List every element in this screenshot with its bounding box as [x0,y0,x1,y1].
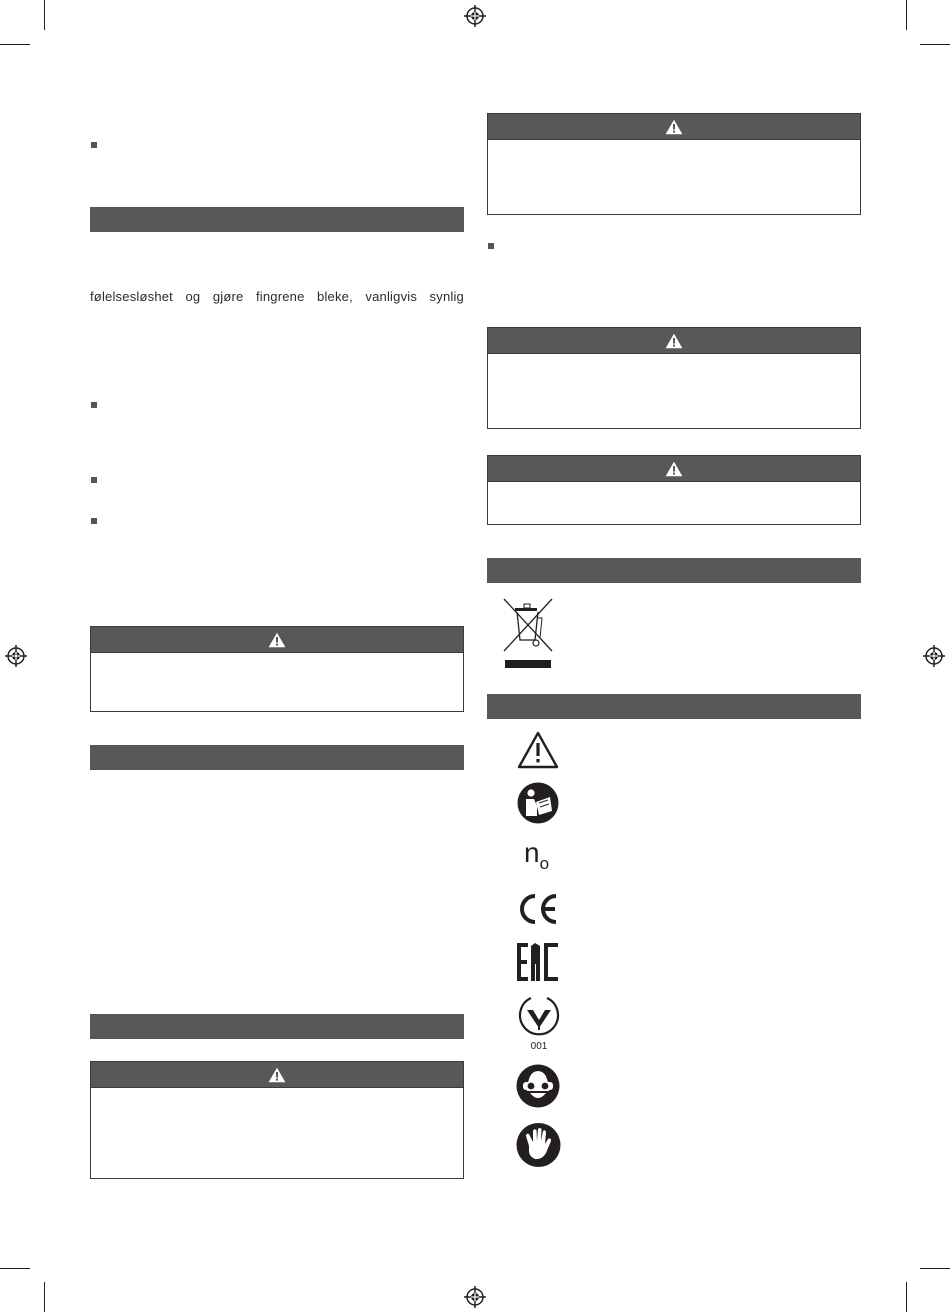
warning-triangle-icon [665,333,683,349]
warning-triangle-icon [517,731,559,769]
ce-mark-icon [516,892,560,926]
registration-crosshair-icon [923,645,945,667]
crop-mark [0,44,30,45]
ukrainian-conformity-icon [517,994,561,1050]
crossed-out-wheelie-bin-icon [500,596,556,672]
warning-box [487,455,861,525]
crop-mark [44,1282,45,1312]
crop-mark [0,1268,30,1269]
warning-header [488,456,860,482]
list-bullet [91,518,97,524]
warning-triangle-icon [268,1067,286,1083]
crop-mark [920,44,950,45]
warning-box [90,626,464,712]
no-load-speed-subscript: o [539,854,550,873]
warning-header [488,114,860,140]
crop-mark [44,0,45,30]
list-bullet [91,477,97,483]
body-text-line: følelsesløshet og gjøre fingrene bleke, vanligvis synlig [90,289,464,304]
registration-crosshair-icon [464,5,486,27]
warning-box [487,327,861,429]
warning-header [488,328,860,354]
warning-triangle-icon [665,461,683,477]
wear-gloves-icon [516,1122,561,1168]
crop-mark [906,1282,907,1312]
warning-header [91,1062,463,1088]
list-bullet [91,402,97,408]
section-header-bar [487,694,861,719]
registration-crosshair-icon [5,645,27,667]
read-manual-icon [517,782,559,824]
warning-box [487,113,861,215]
warning-triangle-icon [268,632,286,648]
warning-header [91,627,463,653]
eye-protection-icon [516,1063,560,1109]
section-header-bar [90,207,464,232]
no-load-speed-symbol [524,838,549,879]
warning-triangle-icon [665,119,683,135]
section-header-bar [487,558,861,583]
no-load-speed-n: n [524,837,540,868]
crop-mark [920,1268,950,1269]
section-header-bar [90,745,464,770]
warning-box [90,1061,464,1179]
list-bullet [91,142,97,148]
ukr-mark-number: 001 [530,1041,548,1050]
section-header-bar [90,1014,464,1039]
eac-mark-icon [516,942,560,982]
crop-mark [906,0,907,30]
list-bullet [488,243,494,249]
registration-crosshair-icon [464,1286,486,1308]
